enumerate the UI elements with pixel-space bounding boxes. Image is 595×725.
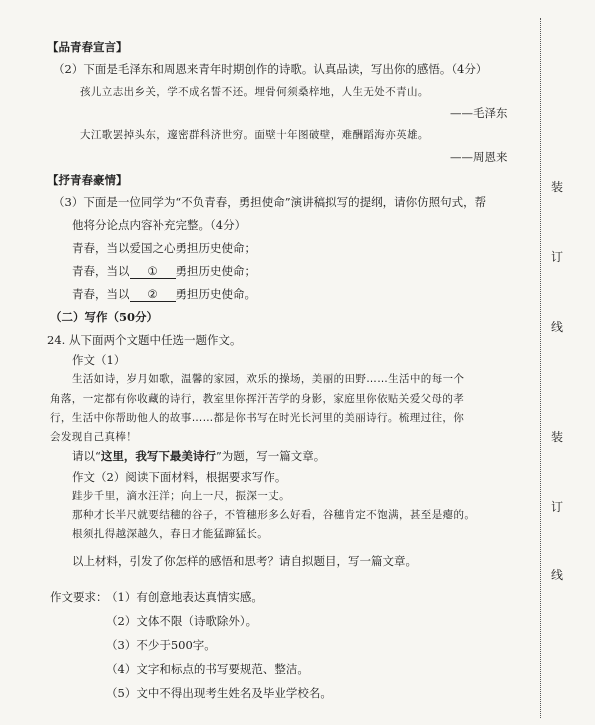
author-zhou: ——周恩来 — [450, 150, 508, 164]
outline-line-3 — [72, 287, 256, 302]
requirement-item: （2）文体不限（诗歌除外）。 — [106, 614, 258, 628]
topic1-title: 这里，我写下最美诗行 — [100, 449, 216, 463]
topic2-material: 跬步千里，滴水汪洋；向上一尺，振深一丈。 — [72, 490, 290, 502]
q3-prompt-line2: 他将分论点内容补充完整。（4分） — [72, 218, 247, 232]
binding-char: 订 — [551, 500, 564, 514]
binding-char: 装 — [551, 180, 564, 194]
outline-line-1: 青春，当以爱国之心勇担历史使命； — [72, 241, 256, 255]
requirement-item: （1）有创意地表达真情实感。 — [106, 590, 263, 604]
q2-prompt: （2）下面是毛泽东和周恩来青年时期创作的诗歌。认真品读，写出你的感悟。（4分） — [53, 62, 488, 76]
outline-line-3-prefix: 青春，当以 — [72, 287, 130, 301]
outline-line-2-prefix: 青春，当以 — [72, 264, 130, 278]
author-mao: ——毛泽东 — [450, 106, 508, 120]
outline-line-3-suffix: 勇担历史使命。 — [175, 287, 256, 301]
outline-line-2 — [72, 264, 256, 279]
writing-header: （二）写作（50分） — [50, 310, 159, 324]
answer-blank-1[interactable]: ① — [130, 264, 176, 279]
section-header-shu: 【抒青春豪情】 — [47, 173, 128, 187]
requirement-item: （5）文中不得出现考生姓名及毕业学校名。 — [106, 686, 332, 700]
topic2-requirement: 以上材料，引发了你怎样的感悟和思考？请自拟题目，写一篇文章。 — [72, 554, 417, 568]
binding-line — [540, 18, 541, 718]
q24-prompt: 24. 从下面两个文题中任选一题作文。 — [47, 333, 242, 347]
topic1-req-suffix: ”为题，写一篇文章。 — [215, 449, 326, 463]
topic2-label: 作文（2）阅读下面材料，根据要求写作。 — [72, 470, 287, 484]
requirement-item: （4）文字和标点的书写要规范、整洁。 — [106, 662, 309, 676]
topic1-req-prefix: 请以“ — [72, 449, 101, 463]
topic2-material: 那种才长半尺就要结穗的谷子，不管穗形多么好看，谷穗肯定不饱满，甚至是瘪的。 — [72, 509, 476, 521]
topic1-para: 角落，一定都有你收藏的诗行，教室里你挥汗苦学的身影，家庭里你依贴关爱父母的孝 — [50, 393, 465, 405]
outline-line-2-suffix: 勇担历史使命； — [175, 264, 256, 278]
binding-char: 线 — [551, 320, 564, 334]
q3-prompt-line1: （3）下面是一位同学为“不负青春，勇担使命”演讲稿拟写的提纲，请你仿照句式，帮 — [53, 195, 487, 209]
answer-blank-2[interactable]: ② — [130, 287, 176, 302]
topic1-label: 作文（1） — [72, 353, 126, 367]
topic1-requirement — [72, 449, 325, 463]
requirement-item: （3）不少于500字。 — [106, 638, 216, 652]
binding-char: 装 — [551, 430, 564, 444]
requirements-label: 作文要求： — [50, 590, 108, 604]
section-header-pin: 【品青春宣言】 — [47, 40, 128, 54]
poem-mao: 孩儿立志出乡关，学不成名誓不还。埋骨何须桑梓地，人生无处不青山。 — [80, 86, 429, 98]
topic1-para: 行，生活中你帮助他人的故事……都是你书写在时光长河里的美丽诗行。梳理过往，你 — [50, 412, 465, 424]
binding-char: 订 — [551, 250, 564, 264]
topic1-para: 生活如诗，岁月如歌，温馨的家园，欢乐的操场，美丽的田野……生活中的每一个 — [72, 373, 465, 385]
binding-char: 线 — [551, 568, 564, 582]
topic2-material: 根须扎得越深越久，春日才能猛蹿猛长。 — [72, 528, 269, 540]
poem-zhou: 大江歌罢掉头东，邃密群科济世穷。面壁十年图破壁，难酬蹈海亦英雄。 — [80, 129, 429, 141]
topic1-para: 会发现自己真棒！ — [50, 431, 138, 443]
